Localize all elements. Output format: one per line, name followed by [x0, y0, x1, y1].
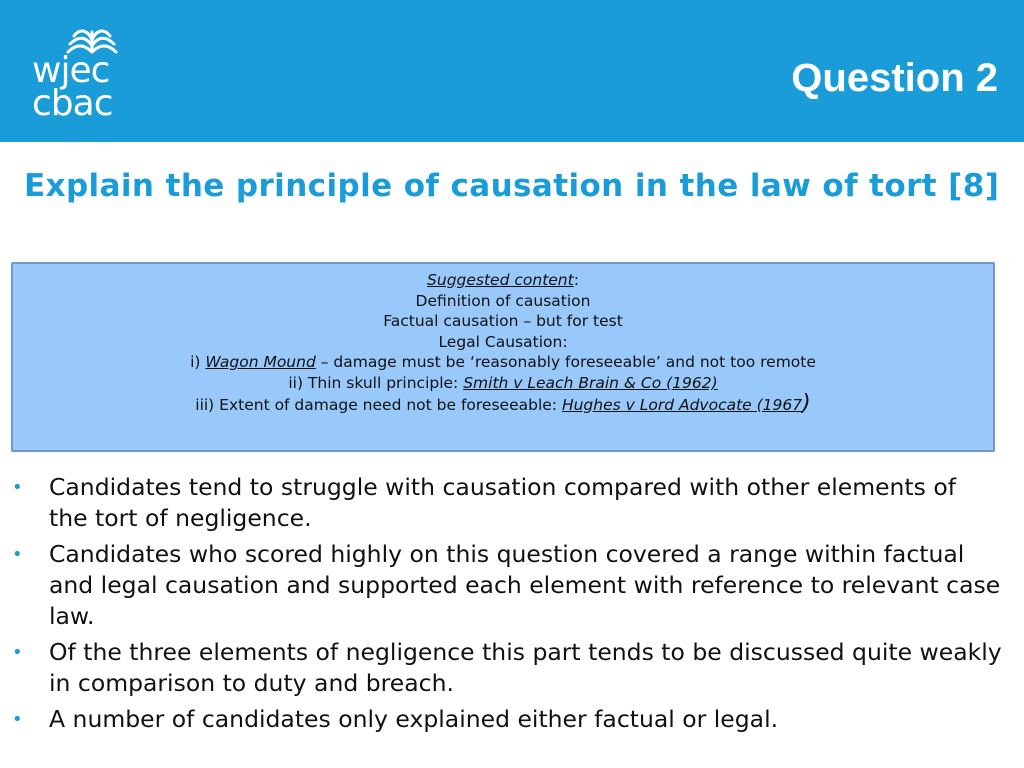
- line4-prefix: i): [190, 353, 206, 372]
- case-smith-v-leach: Smith v Leach Brain & Co (1962): [463, 373, 718, 392]
- bullet-text: Of the three elements of negligence this part tends to be discussed quite weakly in comparison to duty and breach.: [49, 638, 1002, 697]
- extent-of-damage-line: [13, 390, 993, 416]
- question-heading: Explain the principle of causation in the law of tort [8]: [24, 168, 1000, 204]
- list-item: [12, 637, 1002, 699]
- line5-prefix: ii) Thin skull principle:: [288, 373, 464, 392]
- suggested-content-text: [13, 270, 993, 415]
- bullet-text: Candidates who scored highly on this question covered a range within factual and legal causation and supported each element with reference to relevant case law.: [49, 540, 1001, 630]
- bullet-text: Candidates tend to struggle with causation compared with other elements of the tort of negligence.: [49, 473, 957, 532]
- bullet-icon: •: [12, 642, 23, 663]
- bullet-list: [12, 472, 1002, 740]
- definition-line: Definition of causation: [415, 291, 591, 310]
- bullet-icon: •: [12, 709, 23, 730]
- line6-prefix: iii) Extent of damage need not be foreseeable:: [195, 395, 562, 414]
- suggested-content-heading-line: [13, 270, 993, 291]
- wagon-mound-line: [13, 352, 993, 373]
- line4-rest: – damage must be ‘reasonably foreseeable’ and not too remote: [315, 353, 816, 372]
- legal-causation-line: Legal Causation:: [438, 332, 568, 351]
- bullet-icon: •: [12, 477, 23, 498]
- slide-title: Question 2: [791, 56, 998, 100]
- bullet-text: A number of candidates only explained either factual or legal.: [49, 705, 779, 733]
- suggested-content-heading: Suggested content: [427, 271, 574, 289]
- list-item: [12, 472, 1002, 534]
- closing-paren: ): [802, 390, 811, 416]
- factual-causation-line: Factual causation – but for test: [383, 312, 623, 331]
- case-hughes-v-lord-advocate: Hughes v Lord Advocate (1967: [561, 395, 803, 414]
- logo-line-cbac: cbac: [32, 83, 113, 124]
- logo-wordmark: [32, 50, 113, 124]
- header-bar: [0, 0, 1024, 142]
- logo-line-wjec: wjec: [32, 50, 110, 91]
- list-item: [12, 704, 1002, 735]
- wjec-cbac-logo: [28, 20, 138, 124]
- heading-colon: :: [573, 271, 579, 289]
- list-item: [12, 539, 1002, 632]
- bullet-icon: •: [12, 544, 23, 565]
- suggested-content-box: [11, 262, 995, 452]
- case-wagon-mound: Wagon Mound: [205, 353, 316, 372]
- thin-skull-line: [13, 373, 993, 394]
